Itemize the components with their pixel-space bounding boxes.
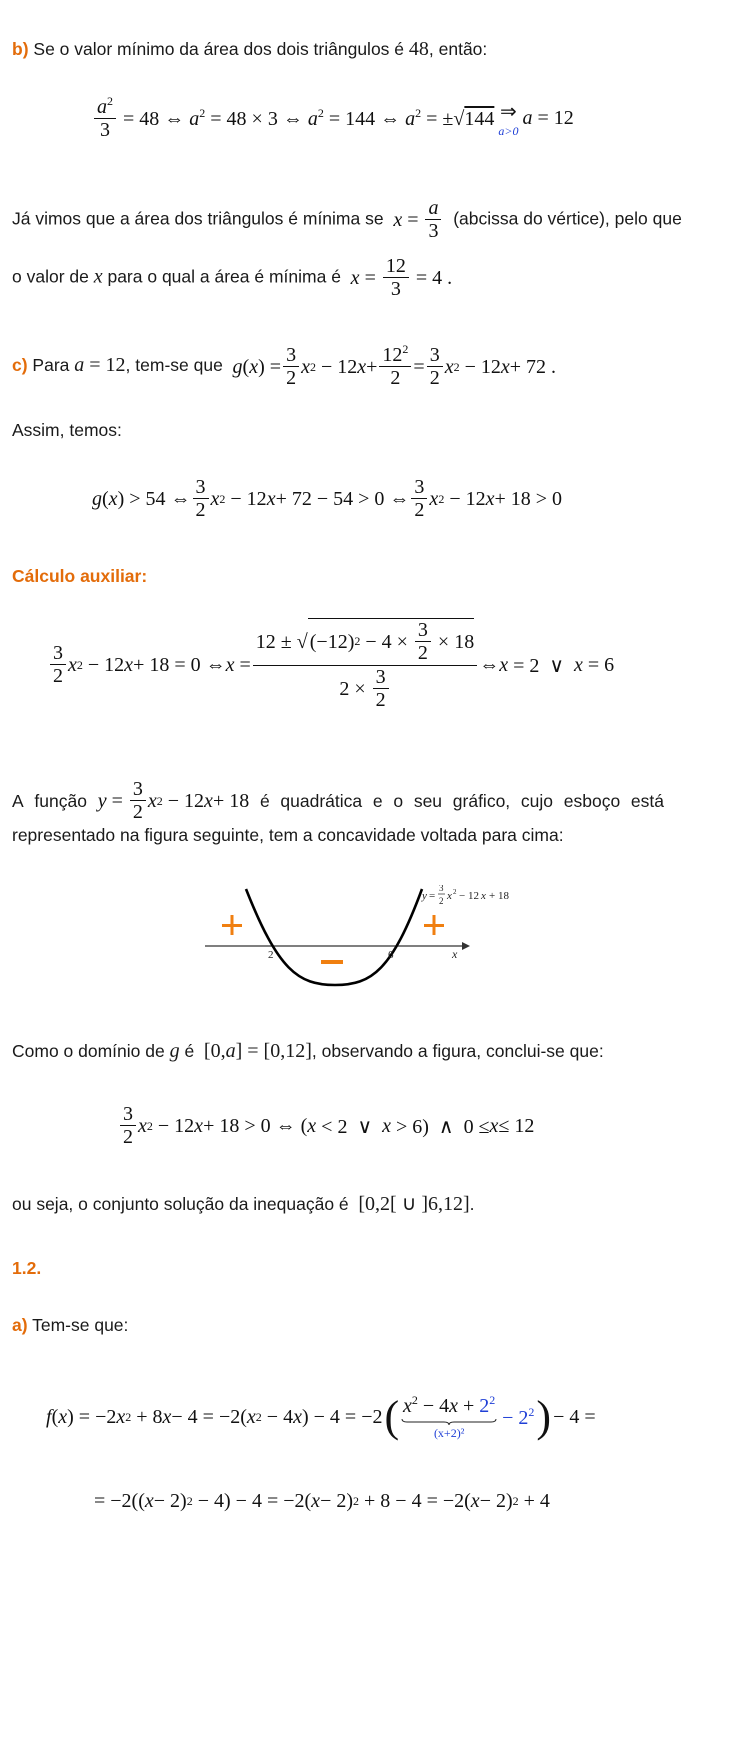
minus-sign (321, 960, 343, 964)
func-line2: representado na figura seguinte, tem a concavidade voltada para cima: (12, 825, 564, 845)
part-c-inequality: g ( x ) > 54 ⇔ $\frac{3}{2}$ x 2 − 12 x + 72 − 54 > 0 ⇔ $\frac{3}{2}$ x 2 − 12 x + 18 > 0 (92, 476, 563, 521)
root-6-label: 6 (388, 949, 394, 961)
parabola-sketch (200, 885, 540, 995)
svg-text:2: 2 (453, 888, 457, 896)
part-a-eq1: f ( x ) = −2 x 2 + 8 x − 4 = −2( x 2 − 4 x ) − 4 = −2 ( $x^2 - 4x + 2^2$ (x+2)² − $2^2$ ) − 4 = (46, 1392, 596, 1441)
func-line1: A função y = $\frac{3}{2}$ x 2 − 12 x + 18 é quadrática e o seu gráfico, cujo esboço está (12, 778, 664, 823)
svg-text:=: = (429, 890, 436, 902)
svg-text:y: y (422, 890, 427, 902)
part-b-line1: Já vimos que a área dos triângulos é mínima se x = $\frac{a}{3}$ (abcissa do vértice), pelo que (12, 197, 682, 242)
part-b-text: Se o valor mínimo da área dos dois triângulos é 48, então: (33, 38, 488, 60)
svg-text:− 12: − 12 (459, 890, 479, 902)
underbrace-label: (x+2)² (433, 1426, 465, 1440)
part-a-intro (12, 1314, 128, 1336)
svg-text:2: 2 (439, 896, 444, 906)
condition-label: a>0 (498, 123, 519, 138)
part-b-intro (12, 38, 487, 60)
section-number: 1.2. (12, 1258, 42, 1278)
domain-equation: $\frac{3}{2}$ x 2 − 12 x + 18 > 0 ⇔ ( x < 2 ∨ x > 6) ∧ 0 ≤ x ≤ 12 (118, 1103, 534, 1149)
underbrace (401, 1418, 497, 1426)
plus-right-v (433, 915, 436, 935)
assim-text: Assim, temos: (12, 420, 122, 440)
curve-label (421, 885, 509, 906)
part-a-text: Tem-se que: (32, 1315, 129, 1335)
part-c-label: c) (12, 355, 28, 376)
plus-left-v (231, 915, 234, 935)
svg-text:3: 3 (439, 885, 444, 893)
svg-text:+ 18: + 18 (489, 890, 509, 902)
part-c-line: c) Para a = 12, tem-se que g ( x ) = $\frac{3}{2}$ x 2 − 12 x + $\frac{12^2}{2}$ = $\frac{3}{2}$ x 2 − 12 x + 72 . (12, 342, 557, 389)
domain-line: Como o domínio de g é [0,a] = [0,12], observando a figura, conclui-se que: (12, 1040, 604, 1062)
svg-text:x: x (481, 890, 486, 902)
aux-heading: Cálculo auxiliar: (12, 566, 148, 586)
svg-text:x: x (447, 890, 452, 902)
part-a-label: a) (12, 1315, 28, 1335)
part-b-line2: o valor de x para o qual a área é mínima é x = $\frac{12}{3}$ = 4 . (12, 255, 453, 300)
x-axis-label: x (452, 947, 458, 961)
part-a-eq2: = −2(( x − 2) 2 − 4) − 4 = −2( x − 2) 2 + 8 − 4 = −2( x − 2) 2 + 4 (94, 1490, 550, 1512)
part-b-equation: $\frac{a^2}{3}$ = 48 ⇔ $a^2 = 48 \times 3$ ⇔ $a^2 = 144$ ⇔ $a^2 = \pm√144$ ⇒ a>0 a = 12 (92, 95, 574, 142)
part-b-label: b) (12, 39, 29, 59)
parabola-curve (246, 889, 422, 985)
root-2-label: 2 (268, 949, 274, 961)
solution-line: ou seja, o conjunto solução da inequação é [0,2[ ∪ ]6,12]. (12, 1193, 475, 1215)
x-axis-arrow (462, 942, 470, 950)
aux-equation: $\frac{3}{2}$ x 2 − 12 x + 18 = 0 ⇔ x = 12 ± √ (−12) 2 − 4 × $\frac{3}{2}$ × 18 2 × $\frac{3}{2}$ ⇔ x = 2 ∨ x = 6 (48, 618, 614, 712)
